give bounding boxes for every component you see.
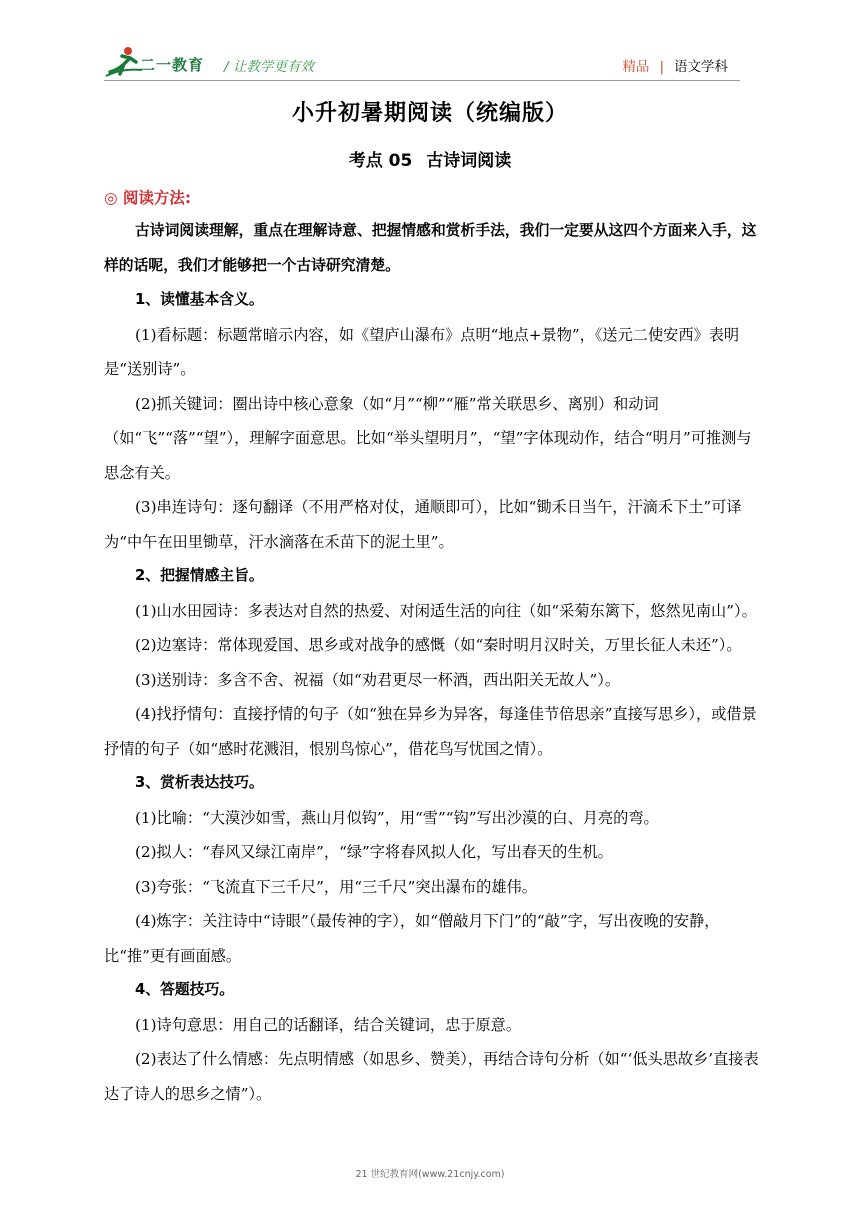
page-header [104,44,740,80]
section-heading: 1、读懂基本含义。 [135,291,264,308]
section-item: (2)抓关键词：圈出诗中核心意象（如“月”“柳”“雁”常关联思乡、离别）和动词（如“飞”“落”“望”），理解字面意思。比如“举头望明月”，“望”字体现动作，结合“明月”可推测与思念有关。 [104,394,752,482]
header-right [622,55,728,75]
subtitle-topic: 古诗词阅读 [426,151,512,171]
section-item: (3)串连诗句：逐句翻译（不用严格对仗，通顺即可），比如“锄禾日当午，汗滴禾下土”可译为“中午在田里锄草，汗水滴落在禾苗下的泥土里”。 [104,498,742,551]
section-item: (1)山水田园诗：多表达对自然的热爱、对闲适生活的向往（如“采菊东篱下，悠然见南山”）。 [135,601,757,620]
subtitle-prefix: 考点 05 [348,151,413,171]
section-item: (1)比喻：“大漠沙如雪，燕山月似钩”，用“雪”“钩”写出沙漠的白、月亮的弯。 [135,808,659,827]
section-heading: 4、答题技巧。 [135,981,235,998]
slogan: / 让教学更有效 [224,59,314,75]
runner-logo-icon [104,44,144,78]
section-item: (3)夸张：“飞流直下三千尺”，用“三千尺”突出瀑布的雄伟。 [135,877,537,896]
section-heading: 2、把握情感主旨。 [135,567,264,584]
section-item: (1)诗句意思：用自己的话翻译，结合关键词，忠于原意。 [135,1015,522,1034]
section-item: (4)找抒情句：直接抒情的句子（如“独在异乡为异客，每逢佳节倍思亲”直接写思乡），或借景抒情的句子（如“感时花溅泪，恨别鸟惊心”，借花鸟写忧国之情）。 [104,705,757,758]
section-item: (1)看标题：标题常暗示内容，如《望庐山瀑布》点明“地点+景物”，《送元二使安西》表明是“送别诗”。 [104,325,740,378]
logo-text: 二一教育 [140,56,205,74]
method-heading: ◎ 阅读方法: [104,189,192,207]
intro-paragraph: 古诗词阅读理解，重点在理解诗意、把握情感和赏析手法，我们一定要从这四个方面来入手，这样的话呢，我们才能够把一个古诗研究清楚。 [104,222,757,274]
section-heading: 3、赏析表达技巧。 [135,774,264,791]
header-separator: | [659,59,664,75]
logo [104,44,234,78]
page-title: 小升初暑期阅读（统编版） [291,101,568,126]
section-item: (3)送别诗：多含不舍、祝福（如“劝君更尽一杯酒，西出阳关无故人”）。 [135,670,621,689]
section-item: (2)拟人：“春风又绿江南岸”，“绿”字将春风拟人化，写出春天的生机。 [135,843,613,861]
document-body [104,214,764,1111]
page-subtitle [0,146,860,171]
section-item: (2)边塞诗：常体现爱国、思乡或对战争的感慨（如“秦时明月汉时关，万里长征人未还”）。 [135,636,742,654]
page-footer: 21 世纪教育网(www.21cnjy.com) [355,1169,505,1180]
section-item: (4)炼字：关注诗中“诗眼”（最传神的字），如“僧敲月下门”的“敲”字，写出夜晚的安静，比“推”更有画面感。 [104,912,720,965]
quality-badge: 精品 [622,59,650,75]
subject-label: 语文学科 [674,59,728,75]
header-divider [104,80,740,81]
section-item: (2)表达了什么情感：先点明情感（如思乡、赞美），再结合诗句分析（如“‘低头思故乡’直接表达了诗人的思乡之情”）。 [104,1050,759,1103]
